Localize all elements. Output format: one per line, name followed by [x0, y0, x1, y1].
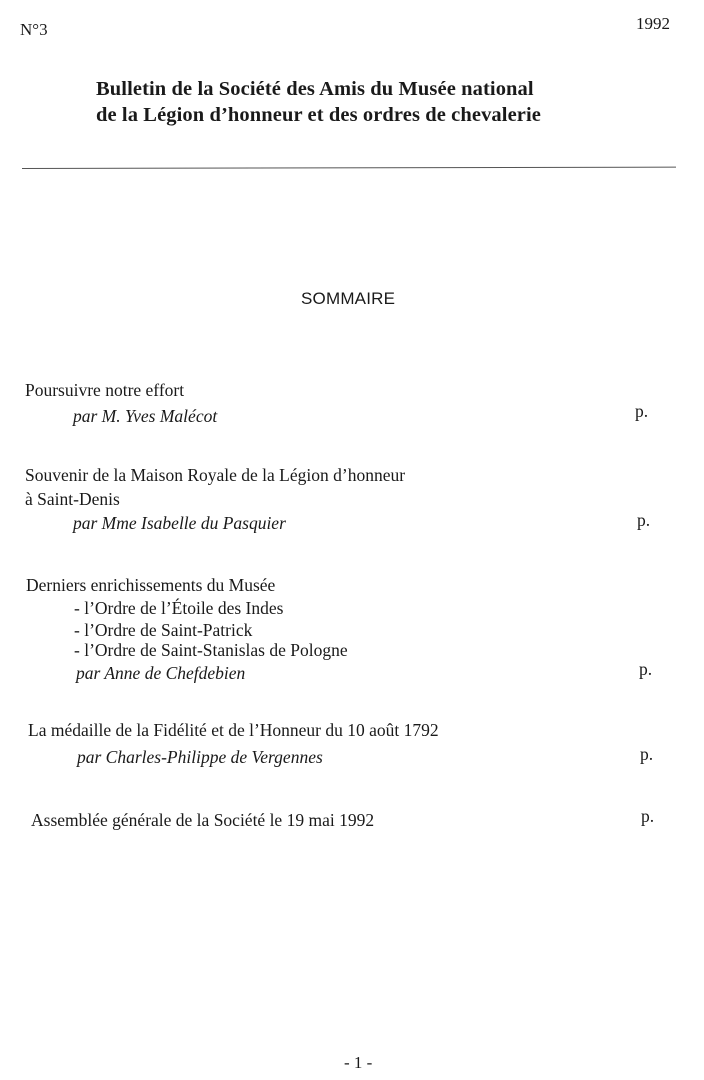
toc-entry-3-subitem: - l’Ordre de Saint-Stanislas de Pologne — [74, 640, 348, 660]
issue-year: 1992 — [636, 14, 670, 33]
toc-entry-3-title: Derniers enrichissements du Musée — [26, 575, 276, 595]
toc-entry-2-author: par Mme Isabelle du Pasquier — [73, 513, 286, 533]
toc-entry-5-title: Assemblée générale de la Société le 19 mai 1992 — [31, 810, 375, 830]
toc-entry-5-page: p. — [641, 806, 655, 826]
toc-entry-1-page: p. — [635, 401, 649, 421]
toc-entry-4-page: p. — [640, 744, 654, 764]
toc-entry-4-title: La médaille de la Fidélité et de l’Honneur du 10 août 1792 — [28, 720, 439, 740]
toc-entry-1-author: par M. Yves Malécot — [73, 406, 218, 426]
toc-entry-3-author: par Anne de Chefdebien — [76, 663, 246, 683]
toc-entry-3-page: p. — [639, 659, 653, 679]
toc-heading: SOMMAIRE — [301, 289, 396, 308]
toc-entry-3-subitem: - l’Ordre de l’Étoile des Indes — [74, 598, 284, 618]
toc-entry-1-title: Poursuivre notre effort — [25, 380, 185, 400]
toc-entry-2-title-line-1: Souvenir de la Maison Royale de la Légion d’honneur — [25, 465, 406, 485]
toc-entry-2-title-line-2: à Saint-Denis — [25, 489, 120, 509]
issue-number: N°3 — [20, 20, 48, 39]
bulletin-title-line-2: de la Légion d’honneur et des ordres de chevalerie — [96, 104, 541, 126]
header-divider — [22, 167, 676, 169]
toc-entry-2-page: p. — [637, 510, 651, 530]
page-number: - 1 - — [344, 1053, 373, 1072]
toc-entry-3-subitem: - l’Ordre de Saint-Patrick — [74, 620, 253, 640]
bulletin-title-line-1: Bulletin de la Société des Amis du Musée national — [96, 78, 534, 100]
toc-entry-4-author: par Charles-Philippe de Vergennes — [77, 747, 323, 767]
